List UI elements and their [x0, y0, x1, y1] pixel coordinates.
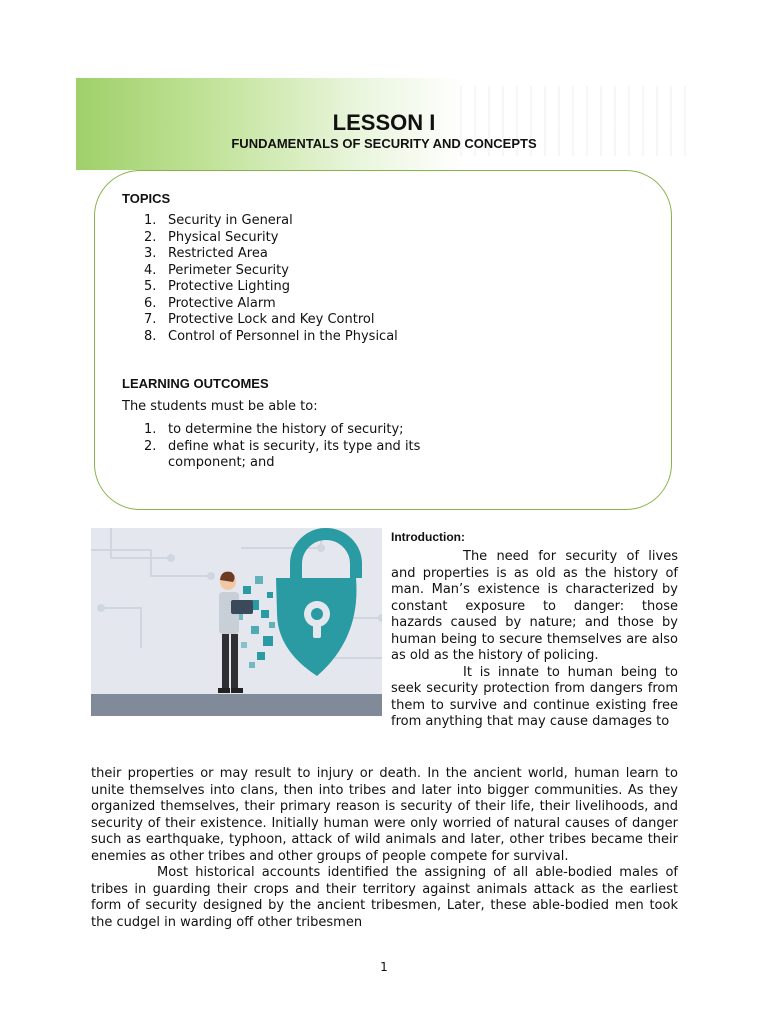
security-illustration [91, 528, 382, 716]
outcome-item [144, 422, 474, 439]
topic-item [144, 279, 474, 296]
body-paragraph: their properties or may result to injury or death. In the ancient world, human learn to unite themselves into clans, then into tribes and later into bigger communities. As they organized themselves, their primary reason is security of their life, their livelihoods, and security of their existence. Initially human were only worried of natural causes of danger such as earthquake, typhoon, attack of wild animals and later, other tribes became their enemies as other tribes and other groups of people compete for survival. [91, 766, 678, 864]
intro-paragraph: The need for security of lives and properties is as old as the history of man. Man’s existence is characterized by constant exposure to danger: those hazards caused by nature; and those by human being to secure themselves are also as old as the history of policing. [391, 549, 678, 663]
outcomes-intro: The students must be able to: [122, 399, 318, 414]
topic-item [144, 246, 474, 263]
topic-text: Protective Alarm [168, 295, 276, 311]
topic-text: Protective Lock and Key Control [168, 312, 375, 327]
topic-number: 4. [144, 262, 157, 278]
outcomes-list [144, 422, 474, 472]
topic-text: Restricted Area [168, 246, 268, 261]
learning-outcomes-heading: LEARNING OUTCOMES [122, 376, 269, 391]
outcome-number: 2. [144, 438, 157, 454]
topic-number: 5. [144, 279, 157, 294]
topic-item [144, 312, 474, 329]
outcome-text: define what is security, its type and its component; and [168, 438, 421, 470]
intro-paragraph: It is innate to human being to seek security protection from dangers from them to survive and continue existing free from anything that may cause damages to [391, 664, 678, 729]
topic-item [144, 213, 474, 230]
topic-text: Security in General [168, 213, 293, 228]
topic-text: Physical Security [168, 229, 279, 245]
topic-item [144, 263, 474, 280]
topic-text: Control of Personnel in the Physical [168, 328, 398, 344]
topic-text: Perimeter Security [168, 262, 289, 278]
topic-number: 8. [144, 328, 157, 344]
topic-item [144, 329, 474, 346]
topics-list [144, 213, 474, 345]
topic-number: 1. [144, 213, 157, 228]
topic-item [144, 296, 474, 313]
outcome-number: 1. [144, 422, 157, 437]
lesson-title: LESSON I [332, 110, 436, 135]
topic-text: Protective Lighting [168, 279, 290, 294]
lesson-subtitle: FUNDAMENTALS OF SECURITY AND CONCEPTS [231, 136, 537, 151]
topic-item [144, 230, 474, 247]
page-number: 1 [380, 960, 388, 974]
topic-number: 6. [144, 295, 157, 311]
introduction-column [391, 549, 678, 731]
topics-heading: TOPICS [122, 191, 171, 206]
body-text [91, 766, 678, 931]
outcome-item [144, 439, 474, 472]
security-padlock-icon [91, 528, 382, 716]
topic-number: 2. [144, 229, 157, 245]
outcome-text: to determine the history of security; [168, 422, 404, 437]
introduction-heading: Introduction: [391, 530, 465, 544]
topic-number: 3. [144, 246, 157, 261]
topic-number: 7. [144, 312, 157, 327]
body-paragraph: Most historical accounts identified the assigning of all able-bodied males of tribes in guarding their crops and their territory against animals attack as the earliest form of security designed by the ancient tribesmen, Later, these able-bodied men took the cudgel in warding off other tribesmen [91, 865, 678, 930]
